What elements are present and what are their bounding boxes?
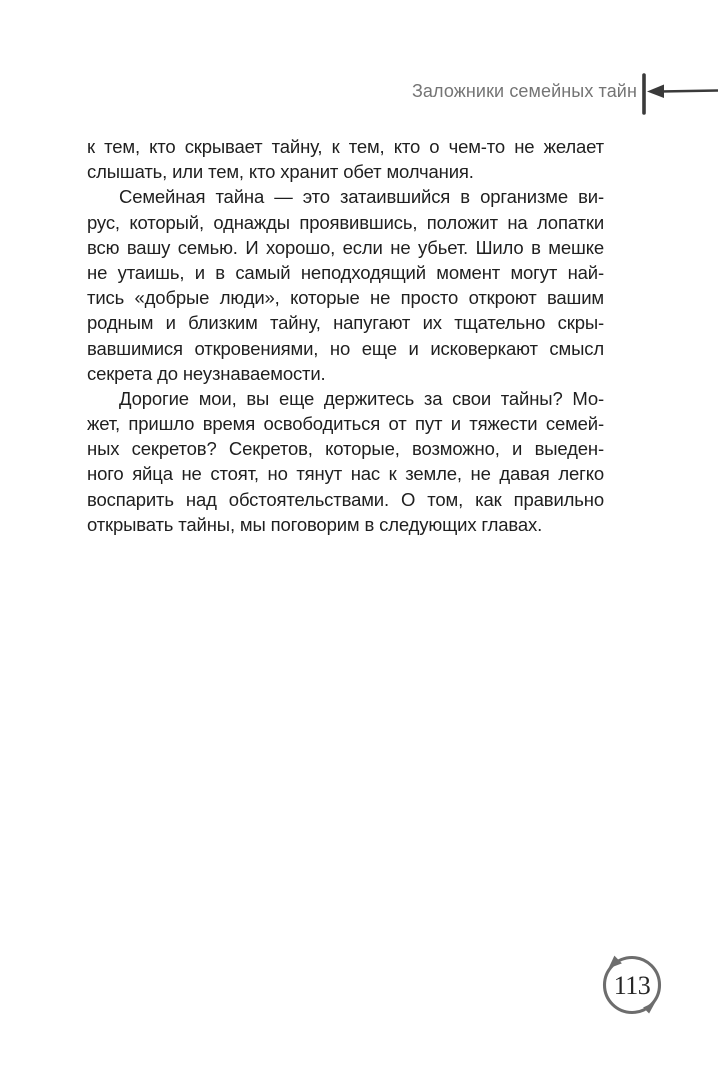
text-line: к тем, кто скрывает тайну, к тем, кто о чем-то не желает	[87, 136, 604, 157]
text-line: Семейная тайна — это затаившийся в организме ви-	[119, 186, 604, 208]
page-header	[0, 70, 718, 116]
text-line: воспарить над обстоятельствами. О том, как правильно	[87, 488, 604, 510]
text-line: тись «добрые люди», которые не просто откроют вашим	[87, 287, 604, 309]
text-line: Дорогие мои, вы еще держитесь за свои тайны? Мо-	[119, 387, 604, 409]
running-header-title: Заложники семейных тайн	[411, 81, 637, 101]
text-line: не утаишь, и в самый неподходящий момент могут най-	[87, 261, 604, 283]
page-number: 113	[613, 970, 651, 1000]
text-line: секрета до неузнаваемости.	[87, 362, 326, 384]
text-line: всю вашу семью. И хорошо, если не убьет. Шило в мешке	[87, 236, 604, 258]
text-line: родным и близким тайну, напугают их тщательно скры-	[87, 312, 604, 334]
text-line: открывать тайны, мы поговорим в следующих главах.	[87, 513, 543, 535]
arrow-left-to-bar-icon	[640, 72, 718, 116]
text-line: слышать, или тем, кто хранит обет молчания.	[87, 161, 474, 183]
page-number-badge	[600, 953, 664, 1017]
text-line: ного яйца не стоят, но тянут нас к земле, не давая легко	[87, 463, 604, 485]
text-line: рус, который, однажды проявившись, положит на лопатки	[87, 211, 604, 233]
body-text	[87, 134, 604, 537]
text-line: вавшимися откровениями, но еще и исковеркают смысл	[87, 337, 604, 359]
text-line: ных секретов? Секретов, которые, возможно, и выеден-	[87, 438, 604, 460]
text-line: жет, пришло время освободиться от пут и тяжести семей-	[87, 413, 604, 435]
